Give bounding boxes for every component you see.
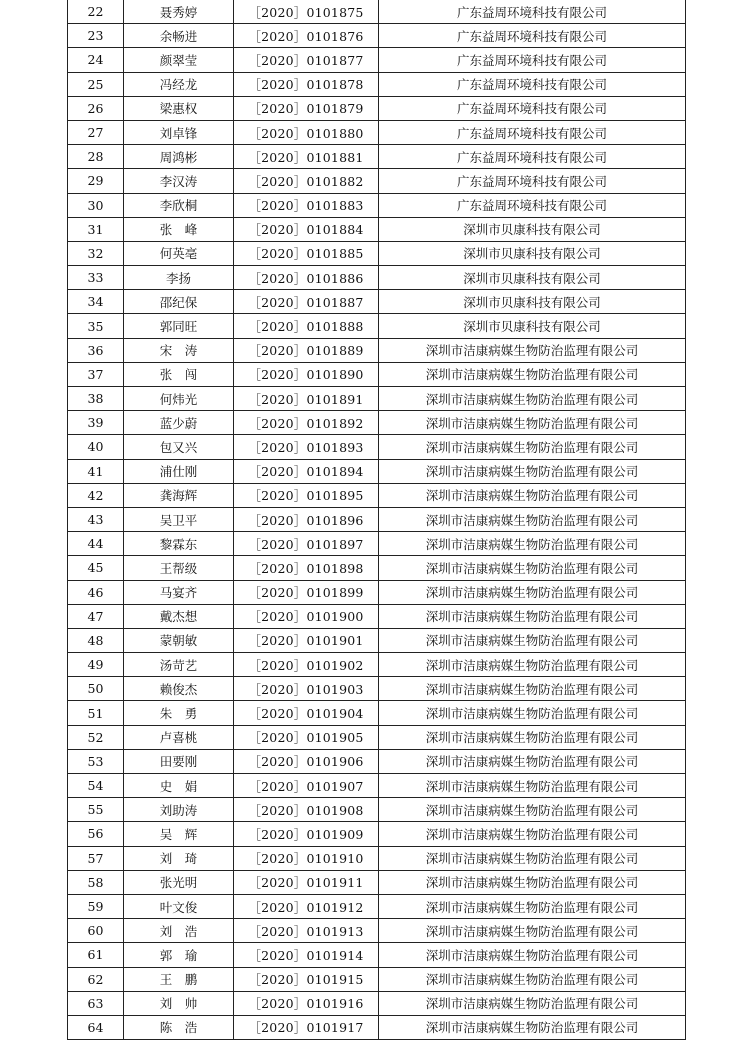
table-row	[68, 580, 686, 604]
table-row	[68, 96, 686, 120]
row-index-cell: 55	[68, 798, 124, 822]
table-row	[68, 411, 686, 435]
row-index-cell: 32	[68, 241, 124, 265]
person-name-cell: 何英亳	[124, 241, 234, 265]
row-index-cell: 34	[68, 290, 124, 314]
certificate-number-cell: ［2020］0101890	[234, 362, 379, 386]
organization-cell: 深圳市洁康病媒生物防治监理有限公司	[379, 459, 686, 483]
table-row	[68, 314, 686, 338]
table-row	[68, 919, 686, 943]
certificate-number-cell: ［2020］0101905	[234, 725, 379, 749]
organization-cell: 深圳市贝康科技有限公司	[379, 217, 686, 241]
row-index-cell: 58	[68, 870, 124, 894]
row-index-cell: 39	[68, 411, 124, 435]
person-name-cell: 宋 涛	[124, 338, 234, 362]
table-row	[68, 677, 686, 701]
table-row	[68, 241, 686, 265]
certificate-number-cell: ［2020］0101903	[234, 677, 379, 701]
table-row	[68, 653, 686, 677]
person-name-cell: 朱 勇	[124, 701, 234, 725]
organization-cell: 广东益周环境科技有限公司	[379, 48, 686, 72]
row-index-cell: 62	[68, 967, 124, 991]
person-name-cell: 周鸿彬	[124, 145, 234, 169]
person-name-cell: 余畅进	[124, 24, 234, 48]
row-index-cell: 53	[68, 749, 124, 773]
person-name-cell: 何炜光	[124, 387, 234, 411]
table-row	[68, 24, 686, 48]
table-row	[68, 217, 686, 241]
organization-cell: 深圳市洁康病媒生物防治监理有限公司	[379, 943, 686, 967]
table-row	[68, 48, 686, 72]
row-index-cell: 26	[68, 96, 124, 120]
row-index-cell: 61	[68, 943, 124, 967]
person-name-cell: 郭 瑜	[124, 943, 234, 967]
table-row	[68, 822, 686, 846]
organization-cell: 深圳市洁康病媒生物防治监理有限公司	[379, 701, 686, 725]
certificate-number-cell: ［2020］0101895	[234, 483, 379, 507]
organization-cell: 深圳市洁康病媒生物防治监理有限公司	[379, 604, 686, 628]
organization-cell: 深圳市洁康病媒生物防治监理有限公司	[379, 1015, 686, 1039]
person-name-cell: 浦仕刚	[124, 459, 234, 483]
certificate-number-cell: ［2020］0101878	[234, 72, 379, 96]
organization-cell: 深圳市洁康病媒生物防治监理有限公司	[379, 677, 686, 701]
table-row	[68, 604, 686, 628]
row-index-cell: 49	[68, 653, 124, 677]
certificate-number-cell: ［2020］0101910	[234, 846, 379, 870]
row-index-cell: 30	[68, 193, 124, 217]
table-row	[68, 967, 686, 991]
organization-cell: 深圳市洁康病媒生物防治监理有限公司	[379, 846, 686, 870]
organization-cell: 深圳市洁康病媒生物防治监理有限公司	[379, 435, 686, 459]
organization-cell: 深圳市洁康病媒生物防治监理有限公司	[379, 991, 686, 1015]
certificate-number-cell: ［2020］0101884	[234, 217, 379, 241]
row-index-cell: 50	[68, 677, 124, 701]
certificate-number-cell: ［2020］0101912	[234, 894, 379, 918]
table-row	[68, 991, 686, 1015]
organization-cell: 深圳市洁康病媒生物防治监理有限公司	[379, 628, 686, 652]
table-row	[68, 435, 686, 459]
table-row	[68, 72, 686, 96]
certificate-number-cell: ［2020］0101908	[234, 798, 379, 822]
certificate-number-cell: ［2020］0101915	[234, 967, 379, 991]
table-row	[68, 120, 686, 144]
organization-cell: 深圳市洁康病媒生物防治监理有限公司	[379, 362, 686, 386]
certificate-number-cell: ［2020］0101913	[234, 919, 379, 943]
table-row	[68, 169, 686, 193]
table-row	[68, 483, 686, 507]
certificate-number-cell: ［2020］0101897	[234, 532, 379, 556]
certificate-number-cell: ［2020］0101888	[234, 314, 379, 338]
organization-cell: 深圳市洁康病媒生物防治监理有限公司	[379, 749, 686, 773]
certificate-number-cell: ［2020］0101906	[234, 749, 379, 773]
organization-cell: 广东益周环境科技有限公司	[379, 72, 686, 96]
row-index-cell: 37	[68, 362, 124, 386]
person-name-cell: 包又兴	[124, 435, 234, 459]
organization-cell: 广东益周环境科技有限公司	[379, 24, 686, 48]
person-name-cell: 陈 浩	[124, 1015, 234, 1039]
person-name-cell: 叶文俊	[124, 894, 234, 918]
table-row	[68, 846, 686, 870]
organization-cell: 深圳市洁康病媒生物防治监理有限公司	[379, 507, 686, 531]
row-index-cell: 57	[68, 846, 124, 870]
roster-table	[67, 0, 686, 1040]
person-name-cell: 吴卫平	[124, 507, 234, 531]
row-index-cell: 51	[68, 701, 124, 725]
organization-cell: 深圳市洁康病媒生物防治监理有限公司	[379, 387, 686, 411]
organization-cell: 深圳市洁康病媒生物防治监理有限公司	[379, 556, 686, 580]
table-row	[68, 725, 686, 749]
organization-cell: 深圳市洁康病媒生物防治监理有限公司	[379, 798, 686, 822]
organization-cell: 深圳市洁康病媒生物防治监理有限公司	[379, 532, 686, 556]
row-index-cell: 35	[68, 314, 124, 338]
person-name-cell: 蒙朝敏	[124, 628, 234, 652]
table-row	[68, 145, 686, 169]
person-name-cell: 刘卓锋	[124, 120, 234, 144]
table-row	[68, 894, 686, 918]
row-index-cell: 60	[68, 919, 124, 943]
person-name-cell: 冯经龙	[124, 72, 234, 96]
certificate-number-cell: ［2020］0101904	[234, 701, 379, 725]
organization-cell: 深圳市洁康病媒生物防治监理有限公司	[379, 919, 686, 943]
table-row	[68, 266, 686, 290]
certificate-number-cell: ［2020］0101902	[234, 653, 379, 677]
organization-cell: 广东益周环境科技有限公司	[379, 96, 686, 120]
row-index-cell: 27	[68, 120, 124, 144]
certificate-number-cell: ［2020］0101887	[234, 290, 379, 314]
organization-cell: 广东益周环境科技有限公司	[379, 193, 686, 217]
row-index-cell: 42	[68, 483, 124, 507]
person-name-cell: 刘助涛	[124, 798, 234, 822]
organization-cell: 深圳市贝康科技有限公司	[379, 266, 686, 290]
table-row	[68, 1015, 686, 1039]
certificate-number-cell: ［2020］0101879	[234, 96, 379, 120]
person-name-cell: 邵纪保	[124, 290, 234, 314]
row-index-cell: 31	[68, 217, 124, 241]
row-index-cell: 44	[68, 532, 124, 556]
person-name-cell: 史 娟	[124, 774, 234, 798]
table-row	[68, 362, 686, 386]
person-name-cell: 戴杰想	[124, 604, 234, 628]
organization-cell: 深圳市洁康病媒生物防治监理有限公司	[379, 483, 686, 507]
certificate-number-cell: ［2020］0101881	[234, 145, 379, 169]
table-row	[68, 774, 686, 798]
table-row	[68, 943, 686, 967]
row-index-cell: 29	[68, 169, 124, 193]
organization-cell: 深圳市洁康病媒生物防治监理有限公司	[379, 653, 686, 677]
certificate-number-cell: ［2020］0101885	[234, 241, 379, 265]
certificate-number-cell: ［2020］0101891	[234, 387, 379, 411]
table-row	[68, 798, 686, 822]
row-index-cell: 59	[68, 894, 124, 918]
organization-cell: 深圳市洁康病媒生物防治监理有限公司	[379, 725, 686, 749]
row-index-cell: 52	[68, 725, 124, 749]
table-row	[68, 193, 686, 217]
person-name-cell: 龚海辉	[124, 483, 234, 507]
person-name-cell: 赖俊杰	[124, 677, 234, 701]
certificate-number-cell: ［2020］0101909	[234, 822, 379, 846]
row-index-cell: 46	[68, 580, 124, 604]
row-index-cell: 36	[68, 338, 124, 362]
certificate-number-cell: ［2020］0101894	[234, 459, 379, 483]
organization-cell: 深圳市贝康科技有限公司	[379, 314, 686, 338]
row-index-cell: 43	[68, 507, 124, 531]
person-name-cell: 刘 浩	[124, 919, 234, 943]
person-name-cell: 梁惠权	[124, 96, 234, 120]
certificate-number-cell: ［2020］0101898	[234, 556, 379, 580]
organization-cell: 广东益周环境科技有限公司	[379, 120, 686, 144]
person-name-cell: 颜翠莹	[124, 48, 234, 72]
table-row	[68, 556, 686, 580]
certificate-number-cell: ［2020］0101876	[234, 24, 379, 48]
person-name-cell: 汤苛艺	[124, 653, 234, 677]
organization-cell: 深圳市贝康科技有限公司	[379, 290, 686, 314]
row-index-cell: 25	[68, 72, 124, 96]
row-index-cell: 24	[68, 48, 124, 72]
certificate-number-cell: ［2020］0101883	[234, 193, 379, 217]
person-name-cell: 卢喜桃	[124, 725, 234, 749]
certificate-number-cell: ［2020］0101889	[234, 338, 379, 362]
certificate-number-cell: ［2020］0101907	[234, 774, 379, 798]
organization-cell: 广东益周环境科技有限公司	[379, 0, 686, 24]
person-name-cell: 张 闯	[124, 362, 234, 386]
row-index-cell: 48	[68, 628, 124, 652]
person-name-cell: 蓝少蔚	[124, 411, 234, 435]
person-name-cell: 李扬	[124, 266, 234, 290]
organization-cell: 深圳市洁康病媒生物防治监理有限公司	[379, 774, 686, 798]
row-index-cell: 28	[68, 145, 124, 169]
person-name-cell: 吴 辉	[124, 822, 234, 846]
organization-cell: 深圳市洁康病媒生物防治监理有限公司	[379, 870, 686, 894]
person-name-cell: 李欣桐	[124, 193, 234, 217]
person-name-cell: 黎霖东	[124, 532, 234, 556]
certificate-number-cell: ［2020］0101892	[234, 411, 379, 435]
person-name-cell: 王 鹏	[124, 967, 234, 991]
table-row	[68, 290, 686, 314]
certificate-number-cell: ［2020］0101882	[234, 169, 379, 193]
table-row	[68, 870, 686, 894]
table-row	[68, 749, 686, 773]
certificate-number-cell: ［2020］0101917	[234, 1015, 379, 1039]
person-name-cell: 马宴齐	[124, 580, 234, 604]
certificate-number-cell: ［2020］0101893	[234, 435, 379, 459]
table-row	[68, 338, 686, 362]
person-name-cell: 李汉涛	[124, 169, 234, 193]
organization-cell: 深圳市洁康病媒生物防治监理有限公司	[379, 338, 686, 362]
row-index-cell: 64	[68, 1015, 124, 1039]
roster-body	[68, 0, 686, 1040]
organization-cell: 深圳市洁康病媒生物防治监理有限公司	[379, 967, 686, 991]
row-index-cell: 47	[68, 604, 124, 628]
person-name-cell: 田要刚	[124, 749, 234, 773]
table-row	[68, 532, 686, 556]
table-row	[68, 628, 686, 652]
row-index-cell: 41	[68, 459, 124, 483]
row-index-cell: 40	[68, 435, 124, 459]
certificate-number-cell: ［2020］0101886	[234, 266, 379, 290]
certificate-number-cell: ［2020］0101896	[234, 507, 379, 531]
certificate-number-cell: ［2020］0101916	[234, 991, 379, 1015]
organization-cell: 深圳市贝康科技有限公司	[379, 241, 686, 265]
person-name-cell: 张光明	[124, 870, 234, 894]
row-index-cell: 45	[68, 556, 124, 580]
person-name-cell: 刘 琦	[124, 846, 234, 870]
table-row	[68, 507, 686, 531]
table-row	[68, 0, 686, 24]
person-name-cell: 聂秀婷	[124, 0, 234, 24]
person-name-cell: 刘 帅	[124, 991, 234, 1015]
person-name-cell: 郭同旺	[124, 314, 234, 338]
row-index-cell: 33	[68, 266, 124, 290]
organization-cell: 深圳市洁康病媒生物防治监理有限公司	[379, 894, 686, 918]
certificate-number-cell: ［2020］0101901	[234, 628, 379, 652]
person-name-cell: 张 峰	[124, 217, 234, 241]
table-row	[68, 701, 686, 725]
certificate-number-cell: ［2020］0101877	[234, 48, 379, 72]
organization-cell: 深圳市洁康病媒生物防治监理有限公司	[379, 580, 686, 604]
certificate-number-cell: ［2020］0101914	[234, 943, 379, 967]
organization-cell: 广东益周环境科技有限公司	[379, 169, 686, 193]
row-index-cell: 56	[68, 822, 124, 846]
organization-cell: 深圳市洁康病媒生物防治监理有限公司	[379, 822, 686, 846]
row-index-cell: 54	[68, 774, 124, 798]
row-index-cell: 23	[68, 24, 124, 48]
certificate-number-cell: ［2020］0101899	[234, 580, 379, 604]
table-row	[68, 387, 686, 411]
organization-cell: 广东益周环境科技有限公司	[379, 145, 686, 169]
certificate-number-cell: ［2020］0101875	[234, 0, 379, 24]
row-index-cell: 22	[68, 0, 124, 24]
certificate-number-cell: ［2020］0101911	[234, 870, 379, 894]
certificate-number-cell: ［2020］0101880	[234, 120, 379, 144]
table-row	[68, 459, 686, 483]
person-name-cell: 王帮级	[124, 556, 234, 580]
organization-cell: 深圳市洁康病媒生物防治监理有限公司	[379, 411, 686, 435]
row-index-cell: 38	[68, 387, 124, 411]
certificate-number-cell: ［2020］0101900	[234, 604, 379, 628]
row-index-cell: 63	[68, 991, 124, 1015]
